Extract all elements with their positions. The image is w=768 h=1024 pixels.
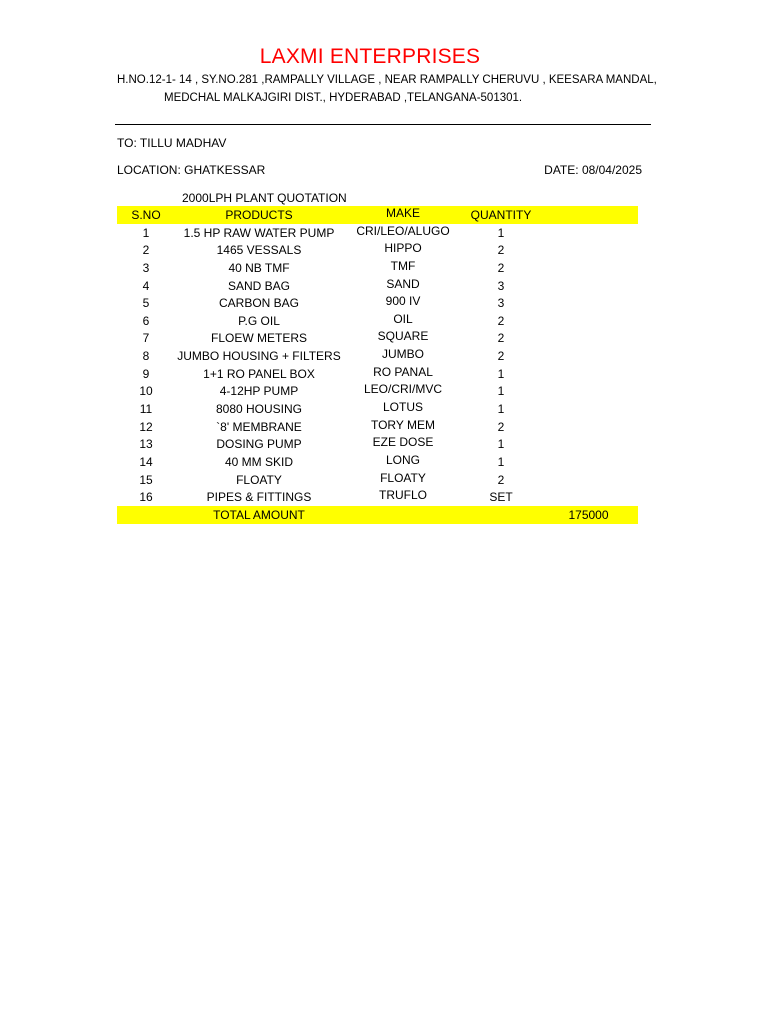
row-make: TRUFLO (379, 488, 427, 503)
row-sno: 11 (139, 402, 153, 417)
row-make: TORY MEM (370, 417, 435, 432)
table-row (117, 312, 638, 330)
row-quantity: 1 (497, 437, 505, 452)
table-row (117, 294, 638, 312)
row-quantity: 2 (497, 472, 505, 487)
row-product: PIPES & FITTINGS (206, 490, 312, 505)
table-row (117, 382, 638, 400)
table-body (117, 224, 638, 506)
col-header-products: PRODUCTS (225, 208, 293, 222)
row-sno: 8 (142, 349, 150, 364)
row-product: 8080 HOUSING (215, 402, 303, 417)
row-quantity: 1 (497, 366, 505, 381)
row-make: TMF (390, 258, 416, 273)
row-sno: 10 (139, 384, 153, 399)
row-quantity: SET (489, 490, 513, 505)
row-quantity: 1 (497, 384, 505, 399)
row-sno: 9 (142, 366, 150, 381)
row-sno: 15 (139, 472, 153, 487)
table-row (117, 471, 638, 489)
row-sno: 3 (142, 260, 150, 275)
row-make: FLOATY (380, 470, 426, 485)
table-row (117, 224, 638, 242)
quotation-title: 2000LPH PLANT QUOTATION (182, 191, 347, 205)
row-product: FLOATY (236, 472, 282, 487)
row-product: FLOEW METERS (210, 331, 307, 346)
table-row (117, 435, 638, 453)
row-make: LOTUS (382, 400, 423, 415)
recipient: TO: TILLU MADHAV (117, 136, 227, 150)
col-header-sno: S.NO (131, 208, 161, 222)
row-quantity: 1 (497, 402, 505, 417)
col-header-make: MAKE (385, 206, 420, 220)
col-header-quantity: QUANTITY (470, 208, 532, 222)
table-row (117, 453, 638, 471)
row-quantity: 3 (497, 296, 505, 311)
quote-date: DATE: 08/04/2025 (544, 163, 642, 177)
row-product: DOSING PUMP (216, 437, 302, 452)
row-sno: 13 (139, 437, 153, 452)
row-sno: 5 (142, 296, 150, 311)
row-quantity: 1 (497, 225, 505, 240)
header-divider (115, 124, 651, 125)
row-make: CRI/LEO/ALUGO (356, 223, 450, 238)
row-quantity: 2 (497, 243, 505, 258)
table-row (117, 241, 638, 259)
row-make: 900 IV (385, 294, 421, 309)
table-row (117, 259, 638, 277)
row-quantity: 2 (497, 331, 505, 346)
row-make: SAND (386, 276, 420, 291)
table-row (117, 488, 638, 506)
row-product: 40 MM SKID (224, 454, 293, 469)
row-product: CARBON BAG (218, 296, 299, 311)
row-sno: 7 (142, 331, 150, 346)
row-product: P.G OIL (238, 313, 280, 328)
location: LOCATION: GHATKESSAR (117, 163, 266, 177)
table-row (117, 400, 638, 418)
total-amount: 175000 (568, 507, 609, 522)
row-make: EZE DOSE (372, 435, 434, 450)
address-line-1: H.NO.12-1- 14 , SY.NO.281 ,RAMPALLY VILLAGE , NEAR RAMPALLY CHERUVU , KEESARA MANDAL, (117, 74, 657, 86)
total-row (117, 506, 638, 524)
row-sno: 2 (142, 243, 150, 258)
row-sno: 1 (142, 225, 150, 240)
table-row (117, 347, 638, 365)
row-sno: 14 (139, 454, 153, 469)
row-quantity: 2 (497, 349, 505, 364)
row-product: `8' MEMBRANE (216, 419, 302, 434)
row-product: 1+1 RO PANEL BOX (203, 366, 315, 381)
row-make: JUMBO (382, 347, 424, 362)
row-make: RO PANAL (373, 364, 433, 379)
row-product: SAND BAG (227, 278, 290, 293)
row-product: 1465 VESSALS (216, 243, 302, 258)
row-sno: 6 (142, 313, 150, 328)
table-row (117, 365, 638, 383)
row-quantity: 2 (497, 313, 505, 328)
row-product: 1.5 HP RAW WATER PUMP (183, 225, 335, 240)
table-row (117, 329, 638, 347)
row-make: HIPPO (384, 241, 422, 256)
row-sno: 12 (139, 419, 153, 434)
row-quantity: 1 (497, 454, 505, 469)
row-make: OIL (393, 311, 413, 326)
row-quantity: 2 (497, 419, 505, 434)
table-row (117, 277, 638, 295)
table-row (117, 418, 638, 436)
row-make: LEO/CRI/MVC (363, 382, 442, 397)
row-product: JUMBO HOUSING + FILTERS (177, 349, 341, 364)
row-make: LONG (385, 452, 420, 467)
row-sno: 4 (142, 278, 150, 293)
row-sno: 16 (139, 490, 153, 505)
row-product: 40 NB TMF (228, 260, 290, 275)
company-name: LAXMI ENTERPRISES (259, 45, 481, 68)
row-quantity: 2 (497, 260, 505, 275)
table-header-row (117, 206, 638, 224)
quotation-table (117, 206, 638, 524)
row-quantity: 3 (497, 278, 505, 293)
total-label: TOTAL AMOUNT (213, 507, 305, 522)
row-product: 4-12HP PUMP (219, 384, 299, 399)
address-line-2: MEDCHAL MALKAJGIRI DIST., HYDERABAD ,TELANGANA-501301. (164, 92, 523, 104)
row-make: SQUARE (377, 329, 429, 344)
